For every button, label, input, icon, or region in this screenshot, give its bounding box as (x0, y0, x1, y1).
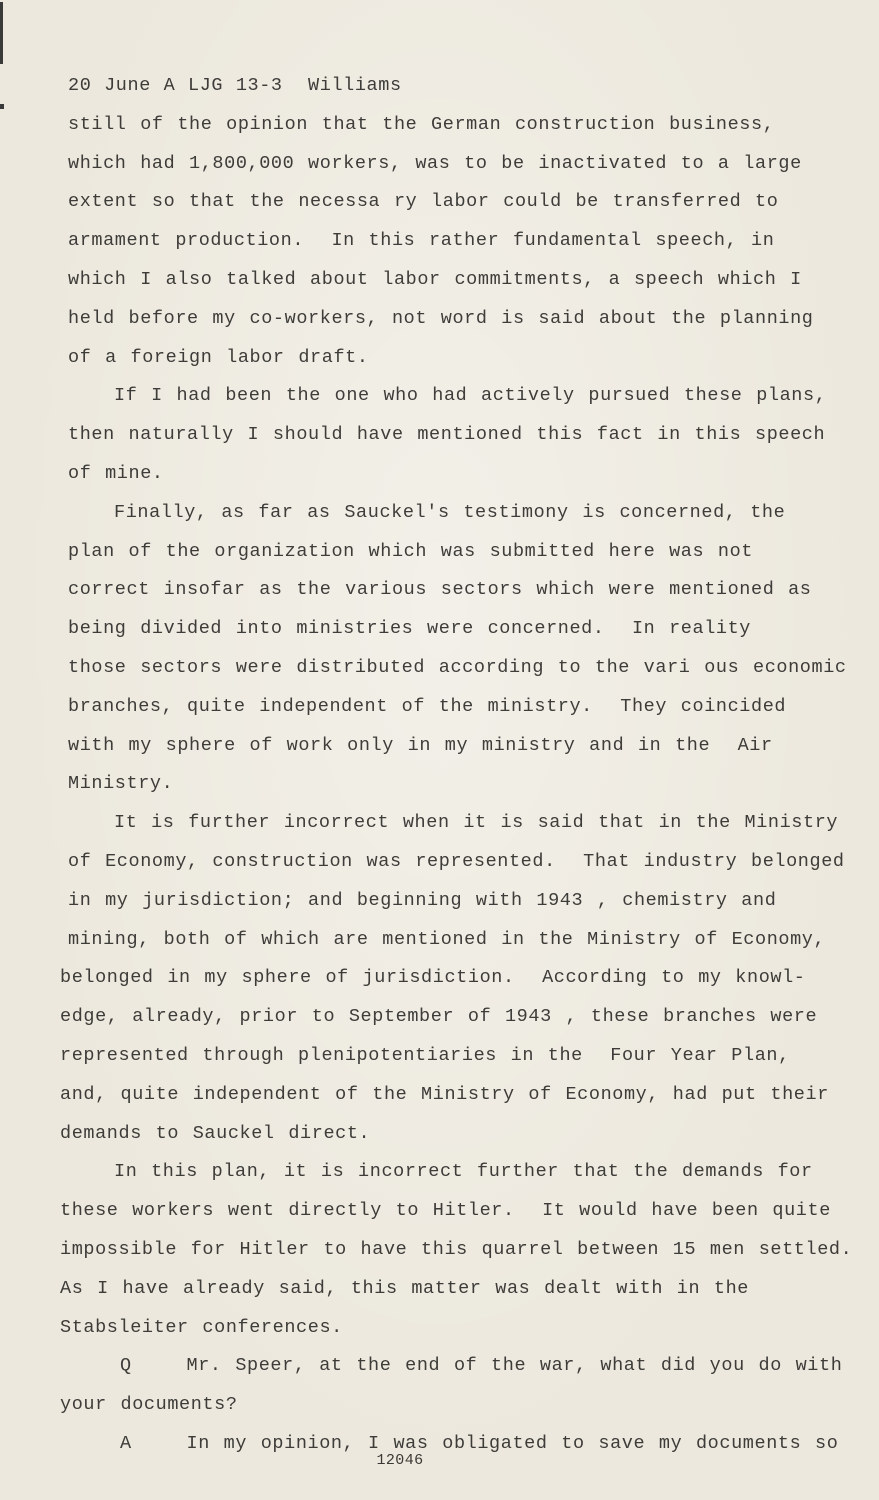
text-line: and, quite independent of the Ministry of Economy, had put their (60, 1083, 829, 1105)
margin-mark (0, 2, 3, 64)
margin-mark (0, 104, 4, 109)
text-line: of Economy, construction was represented. That industry belonged (68, 850, 845, 872)
text-line: As I have already said, this matter was dealt with in the (60, 1277, 750, 1299)
text-line: being divided into ministries were concerned. In reality (68, 618, 752, 640)
text-line: In this plan, it is incorrect further that the demands for (114, 1161, 813, 1183)
page-header: 20 June A LJG 13-3 Williams (68, 75, 402, 96)
text-line: correct insofar as the various sectors which were mentioned as (68, 579, 812, 601)
text-line: held before my co-workers, not word is said about the planning (68, 307, 814, 329)
text-line: which I also talked about labor commitments, a speech which I (68, 268, 802, 290)
text-line: of a foreign labor draft. (68, 346, 369, 368)
text-line: edge, already, prior to September of 1943 , these branches were (60, 1006, 818, 1028)
text-line: demands to Sauckel direct. (60, 1122, 371, 1144)
text-line: If I had been the one who had actively pursued these plans, (114, 385, 827, 407)
page-number: 12046 (376, 1452, 424, 1469)
text-line: branches, quite independent of the ministry. They coincided (68, 695, 787, 717)
answer-line: A In my opinion, I was obligated to save my documents so (120, 1432, 839, 1454)
text-line: extent so that the necessa ry labor could be transferred to (68, 191, 779, 213)
text-line: belonged in my sphere of jurisdiction. According to my knowl- (60, 967, 806, 989)
text-line: plan of the organization which was submitted here was not (68, 540, 754, 562)
text-line: represented through plenipotentiaries in the Four Year Plan, (60, 1044, 790, 1066)
text-line: still of the opinion that the German construction business, (68, 113, 775, 135)
text-line: Stabsleiter conferences. (60, 1316, 343, 1338)
transcript-body (60, 72, 853, 1469)
text-line: which had 1,800,000 workers, was to be inactivated to a large (68, 152, 802, 174)
text-line: your documents? (60, 1394, 238, 1416)
question-line: Q Mr. Speer, at the end of the war, what did you do with (120, 1355, 843, 1377)
text-line: in my jurisdiction; and beginning with 1943 , chemistry and (68, 889, 777, 911)
text-line: It is further incorrect when it is said that in the Ministry (114, 812, 839, 834)
text-line: of mine. (68, 462, 164, 484)
text-line: with my sphere of work only in my ministry and in the Air (68, 734, 773, 756)
text-line: these workers went directly to Hitler. It would have been quite (60, 1200, 831, 1222)
text-line: then naturally I should have mentioned this fact in this speech (68, 424, 826, 446)
text-line: armament production. In this rather fundamental speech, in (68, 230, 775, 252)
text-line: those sectors were distributed according to the vari ous economic (68, 656, 847, 678)
text-line: impossible for Hitler to have this quarrel between 15 men settled. (60, 1238, 853, 1260)
text-line: mining, both of which are mentioned in the Ministry of Economy, (68, 928, 826, 950)
text-line: Ministry. (68, 773, 174, 795)
text-line: Finally, as far as Sauckel's testimony is concerned, the (114, 501, 786, 523)
